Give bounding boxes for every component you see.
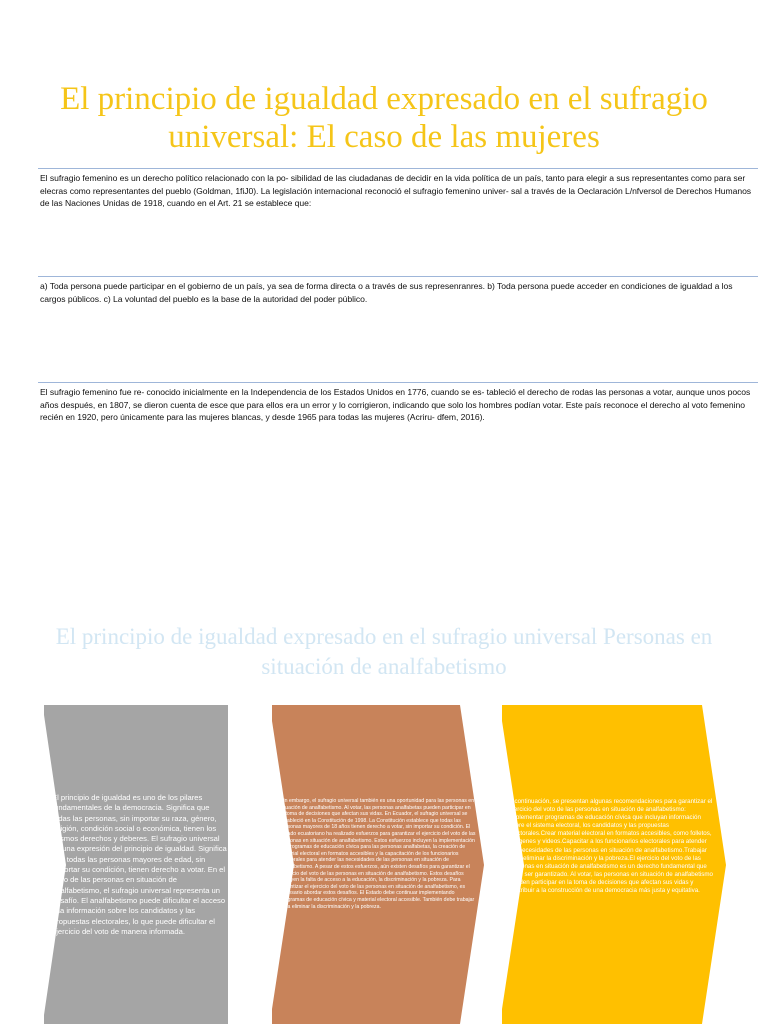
paragraph-article-21: a) Toda persona puede participar en el gobierno de un país, ya sea de forma directa o a través de sus represenranres. b) Toda persona puede acceder en condiciones de igualdad a los cargos públicos. c) La voluntad del pueblo es la base de la autoridad del poder público. bbox=[40, 281, 733, 304]
divider bbox=[38, 276, 758, 277]
chevron-box-opportunity bbox=[272, 705, 484, 1024]
chevron-box-equality bbox=[44, 705, 228, 1024]
paragraph-suffrage-intro: El sufragio femenino es un derecho político relacionado con la po- sibilidad de las ciudadanas de decidir en la vida política de un país, tanto para elegir a sus representantes como para ser elecras como representantes del pueblo (Goldman, 1fiJ0). La legislación internacional reconoció el sufragio femenino univer- sal a través de la Oeclaración L/nfversol de Derechos Humanos de las Naciones Unidas de 1918, cuando en el Art. 21 se establece que: bbox=[40, 173, 752, 208]
chevron-text: El principio de igualdad es uno de los pilares fundamentales de la democracia. Significa que todas las personas, sin importar su raza, género, religión, condición social o económica, tienen los mismos derechos y deberes. El sufragio universal es una expresión del principio de igualdad. Significa que todas las personas mayores de edad, sin importar su condición, tienen derecho a votar. En el caso de las personas en situación de analfabetismo, el sufragio universal representa un desafío. El analfabetismo puede dificultar el acceso a la información sobre los candidatos y las propuestas electorales, lo que puede dificultar el ejercicio del voto de manera informada. bbox=[52, 793, 227, 936]
chevron-text: Sin embargo, el sufragio universal también es una oportunidad para las personas en situación de analfabetismo. Al votar, las personas analfabetas pueden participar en la toma de decisiones que afectan sus vidas. En Ecuador, el sufragio universal se estableció en la Constitución de 1998. La Constitución establece que todas las personas mayores de 18 años tienen derecho a votar, sin importar su condición. El Estado ecuatoriano ha realizado esfuerzos para garantizar el ejercicio del voto de las personas en situación de analfabetismo. Estos esfuerzos incluyen la implementación de programas de educación cívica para las personas analfabetas, la creación de material electoral en formatos accesibles y la capacitación de los funcionarios electorales para atender las necesidades de las personas en situación de analfabetismo. A pesar de estos esfuerzos, aún existen desafíos para garantizar el ejercicio del voto de las personas en situación de analfabetismo. Estos desafíos incluyen la falta de acceso a la educación, la discriminación y la pobreza. Para garantizar el ejercicio del voto de las personas en situación de analfabetismo, es necesario abordar estos desafíos. El Estado debe continuar implementando programas de educación cívica y material electoral accesible. También debe trabajar para eliminar la discriminación y la pobreza. bbox=[280, 798, 476, 910]
paragraph-suffrage-history: El sufragio femenino fue re- conocido inicialmente en la Independencia de los Estados Unidos en 1776, cuando se es- tableció el derecho de rodas las personas a votar, aunque unos pocos años después, en 1807, se dieron cuenta de esce que para ellos era un error y lo corrigieron, indicando que solo los hombres podían votar. Este país reconoce el derecho al voto femenino recién en 1920, pero únicamente para las mujeres blancas, y desde 1965 para todas las mujeres (Acriru- dfem, 2016). bbox=[40, 387, 751, 422]
section-subtitle: El principio de igualdad expresado en el sufragio universal Personas en situación de analfabetismo bbox=[55, 624, 713, 679]
divider bbox=[38, 382, 758, 383]
divider bbox=[38, 168, 758, 169]
chevron-box-recommendations bbox=[502, 705, 726, 1024]
page-title: El principio de igualdad expresado en el sufragio universal: El caso de las mujeres bbox=[60, 81, 708, 155]
chevron-text: A continuación, se presentan algunas recomendaciones para garantizar el ejercicio del voto de las personas en situación de analfabetismo: Implementar programas de educación cívica que incluyan información sobre el sistema electoral, los candidatos y las propuestas electorales.Crear material electoral en formatos accesibles, como folletos, imágenes y videos.Capacitar a los funcionarios electorales para atender las necesidades de las personas en situación de analfabetismo.Trabajar para eliminar la discriminación y la pobreza.El ejercicio del voto de las personas en situación de analfabetismo es un derecho fundamental que debe ser garantizado. Al votar, las personas en situación de analfabetismo pueden participar en la toma de decisiones que afectan sus vidas y contribuir a la construcción de una democracia más justa y equitativa. bbox=[509, 798, 713, 895]
